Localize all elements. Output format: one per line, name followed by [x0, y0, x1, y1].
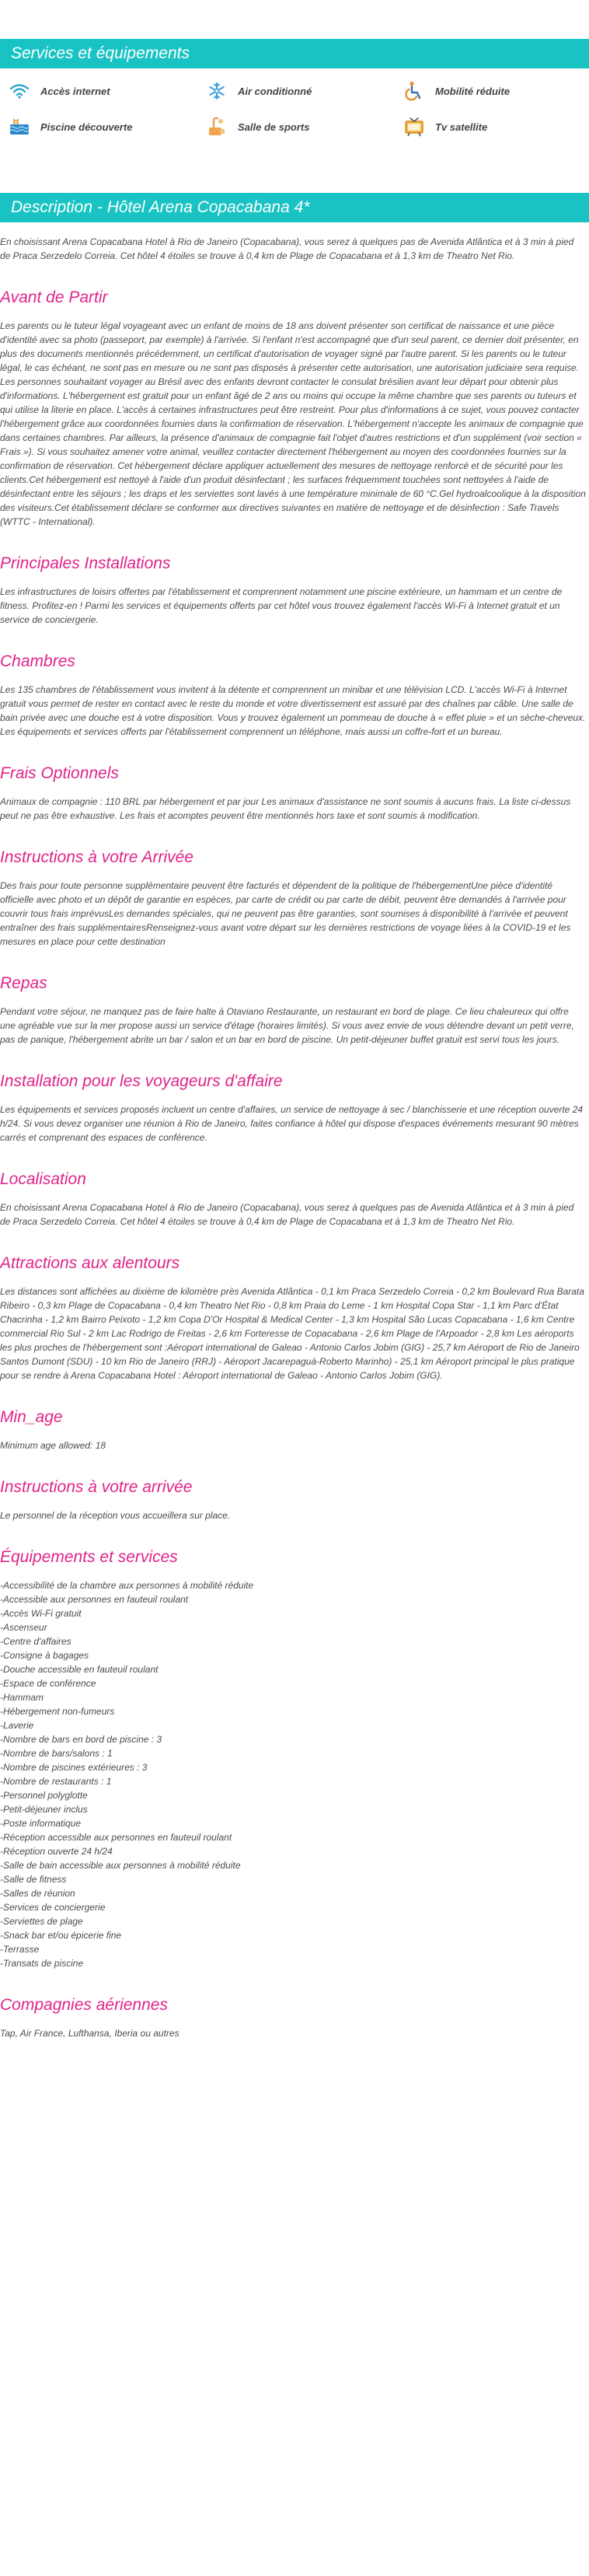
list-item: -Salle de bain accessible aux personnes à mobilité réduite — [0, 1860, 241, 1871]
list-item: -Personnel polyglotte — [0, 1790, 88, 1801]
list-item: -Nombre de bars/salons : 1 — [0, 1748, 113, 1759]
section-title-arrival-reception: Instructions à votre arrivée — [0, 1478, 193, 1496]
section-text-rooms: Les 135 chambres de l'établissement vous invitent à la détente et comprennent un minibar et une télévision LCD. L'accès Wi-Fi à Internet gratuit vous permet de rester en contact avec le reste du monde et votre divertissement est assuré par des chaînes par câble. Une salle de bain privée avec une douche est à votre disposition. Vous y trouvez également un pommeau de douche à « effet pluie » et un sèche-cheveux. Les équipements et services offerts par l'établissement comprennent un téléphone, mais aussi un coffre-fort et un bureau. — [0, 684, 586, 737]
list-item: -Espace de conférence — [0, 1678, 96, 1689]
section-title-business: Installation pour les voyageurs d'affaire — [0, 1072, 283, 1090]
list-item: -Petit-déjeuner inclus — [0, 1804, 88, 1815]
facility-tv — [403, 117, 589, 137]
list-item: -Services de conciergerie — [0, 1902, 106, 1913]
section-text-before-departure: Les parents ou le tuteur légal voyageant avec un enfant de moins de 18 ans doivent présenter son certificat de naissance et une pièce d'identité avec sa photo (passeport, par exemple) à l'arrivée. Si l'enfant n'est accompagné que d'un seul parent, ce dernier doit présenter, en plus des documents mentionnés précédemment, un certificat d'autorisation de voyager signé par l'autre parent. Si les parents ou le tuteur légal, le cas échéant, ne sont pas en mesure ou ne sont pas disposés à présenter cette autorisation, une autorisation judiciaire sera requise. Les personnes souhaitant voyager au Brésil avec des enfants devront contacter le consulat brésilien avant leur départ pour obtenir plus d'informations. L'hébergement est gratuit pour un enfant âgé de 2 ans ou moins qui occupe la même chambre que ses parents ou tuteurs et qui utilise la literie en place. L'accès à certaines infrastructures peut être restreint. Pour plus d'informations à ce sujet, vous pouvez contacter l'hébergement grâce aux coordonnées fournies dans la confirmation de réservation. L'hébergement n'accepte les animaux de compagnie que dans certaines chambres. Par ailleurs, la présence d'animaux de compagnie fait l'objet d'autres restrictions et d'un supplément (voir section « Frais »). Si vous souhaitez amener votre animal, veuillez contacter directement l'hébergement au moyen des coordonnées fournies sur la confirmation de réservation. Cet hébergement déclare appliquer actuellement des mesures de nettoyage renforcé et de sécurité pour les clients.Cet hébergement est nettoyé à l'aide d'un produit désinfectant ; les surfaces fréquemment touchées sont nettoyées à l'aide de désinfectant entre les séjours ; les draps et les serviettes sont lavés à une température minimale de 60 °C.Gel hydroalcoolique à la disposition des visiteurs.Cet établissement déclare se conformer aux directives suivantes en matière de nettoyage et de désinfection : Safe Travels (WTTC - International). — [0, 320, 586, 527]
list-item: -Transats de piscine — [0, 1958, 84, 1969]
list-item: -Réception accessible aux personnes en fauteuil roulant — [0, 1832, 232, 1843]
facility-label: Salle de sports — [238, 121, 310, 133]
description-header: Description - Hôtel Arena Copacabana 4* — [0, 193, 589, 222]
facility-label: Accès internet — [40, 85, 110, 97]
list-item: -Accessibilité de la chambre aux personnes à mobilité réduite — [0, 1580, 254, 1591]
section-title-arrival-instructions: Instructions à votre Arrivée — [0, 848, 193, 866]
facility-internet — [8, 81, 205, 101]
list-item: -Poste informatique — [0, 1818, 82, 1829]
section-title-meals: Repas — [0, 974, 47, 992]
gym-icon — [205, 117, 228, 137]
list-item: -Nombre de piscines extérieures : 3 — [0, 1762, 148, 1773]
list-item: -Nombre de bars en bord de piscine : 3 — [0, 1734, 162, 1745]
section-text-optional-fees: Animaux de compagnie : 110 BRL par hébergement et par jour Les animaux d'assistance ne sont soumis à aucuns frais. La liste ci-dessus peut ne pas être exhaustive. Les frais et acomptes peuvent être mentionnés hors taxe et sont soumis à modification. — [0, 796, 571, 821]
list-item: -Snack bar et/ou épicerie fine — [0, 1930, 122, 1941]
list-item: -Laverie — [0, 1720, 34, 1731]
facility-aircon — [205, 81, 403, 101]
list-item: -Accessible aux personnes en fauteuil roulant — [0, 1594, 189, 1605]
section-text-min-age: Minimum age allowed: 18 — [0, 1440, 106, 1451]
section-title-min-age: Min_age — [0, 1408, 63, 1426]
facilities-grid — [0, 81, 589, 137]
list-item: -Hammam — [0, 1692, 44, 1703]
list-item: -Accès Wi-Fi gratuit — [0, 1608, 82, 1619]
facility-label: Piscine découverte — [40, 121, 133, 133]
section-text-arrival-instructions: Des frais pour toute personne supplémentaire peuvent être facturés et dépendent de la politique de l'hébergementUne pièce d'identité officielle avec photo et un dépôt de garantie en espèces, par carte de crédit ou par carte de débit, peuvent être demandés à l'arrivée pour couvrir tous frais imprévusLes demandes spéciales, qui ne peuvent pas être garanties, sont soumises à disponibilité à l'arrivée et peuvent entraîner des frais supplémentairesRenseignez-vous avant votre départ sur les dernières restrictions de voyage liées à la COVID-19 et les mesures en place pour cette destination — [0, 880, 571, 947]
section-text-airlines: Tap, Air France, Lufthansa, Iberia ou autres — [0, 2028, 179, 2039]
section-text-attractions: Les distances sont affichées au dixième de kilomètre près Avenida Atlântica - 0,1 km Praca Serzedelo Correia - 0,2 km Boulevard Rua Barata Ribeiro - 0,3 km Plage de Copacabana - 0,4 km Theatro Net Rio - 0,8 km Praia do Leme - 1 km Hospital Copa Star - 1,1 km Parc d'État Chacrinha - 1,2 km Bairro Peixoto - 1,2 km Copa D'Or Hospital & Medical Center - 1,3 km Hospital São Lucas Copacabana - 1,6 km Centre commercial Rio Sul - 2 km Lac Rodrigo de Freitas - 2,6 km Forteresse de Copacabana - 2,6 km Plage de l'Arpoador - 2,8 km Les aéroports les plus proches de l'hébergement sont :Aéroport international de Galeao - Antonio Carlos Jobim (GIG) - 25,7 km Aéroport de Rio de Janeiro Santos Dumont (SDU) - 10 km Rio de Janeiro (RRJ) - Aéroport Jacarepaguá-Roberto Marinho) - 25,1 km Aéroport principal le plus pratique pour se rendre à Arena Copacabana Hotel : Aéroport international de Galeao - Antonio Carlos Jobim (GIG). — [0, 1286, 584, 1381]
section-title-equipments: Équipements et services — [0, 1548, 178, 1566]
list-item: -Terrasse — [0, 1944, 40, 1955]
section-text-business: Les équipements et services proposés incluent un centre d'affaires, un service de nettoyage à sec / blanchisserie et une réception ouverte 24 h/24. Si vous devez organiser une réunion à Rio de Janeiro, faites confiance à hôtel qui dispose d'espaces événements mesurant 90 mètres carrés et comprenant des espaces de conférence. — [0, 1104, 584, 1143]
list-item: -Centre d'affaires — [0, 1636, 71, 1647]
section-title-location: Localisation — [0, 1170, 86, 1188]
list-item: -Consigne à bagages — [0, 1650, 89, 1661]
section-text-arrival-reception: Le personnel de la réception vous accueillera sur place. — [0, 1510, 231, 1521]
description-intro: En choisissant Arena Copacabana Hotel à Rio de Janeiro (Copacabana), vous serez à quelques pas de Avenida Atlântica et à 3 min à pied de Praca Serzedelo Correia. Cet hôtel 4 étoiles se trouve à 0,4 km de Plage de Copacabana et à 1,3 km de Theatro Net Rio. — [0, 236, 574, 261]
section-title-main-facilities: Principales Installations — [0, 554, 171, 572]
section-text-meals: Pendant votre séjour, ne manquez pas de faire halte à Otaviano Restaurante, un restaurant en bord de plage. Ce lieu chaleureux qui offre une agréable vue sur la mer propose aussi un service d'étage (horaires limités). Si vous avez envie de vous détendre devant un petit verre, pas de panique, l'hébergement abrite un bar / salon et un bar en bord de piscine. Un petit-déjeuner buffet gratuit est servi tous les jours. — [0, 1006, 574, 1045]
facility-pool — [8, 117, 205, 137]
section-title-airlines: Compagnies aériennes — [0, 1996, 168, 2014]
equipment-list — [0, 1578, 589, 1970]
list-item: -Réception ouverte 24 h/24 — [0, 1846, 113, 1857]
services-header: Services et équipements — [0, 39, 589, 68]
section-title-rooms: Chambres — [0, 652, 75, 670]
list-item: -Nombre de restaurants : 1 — [0, 1776, 112, 1787]
facility-label: Tv satellite — [435, 121, 488, 133]
section-text-main-facilities: Les infrastructures de loisirs offertes par l'établissement et comprennent notamment une piscine extérieure, un hammam et un centre de fitness. Profitez-en ! Parmi les services et équipements offerts par cet hôtel vous trouvez également l'accès Wi-Fi à Internet gratuit et un service de conciergerie. — [0, 586, 563, 625]
list-item: -Douche accessible en fauteuil roulant — [0, 1664, 159, 1675]
facility-label: Mobilité réduite — [435, 85, 511, 97]
section-title-optional-fees: Frais Optionnels — [0, 764, 119, 782]
list-item: -Hébergement non-fumeurs — [0, 1706, 115, 1717]
satellite-tv-icon — [403, 117, 426, 137]
facility-mobility — [403, 81, 589, 101]
facility-label: Air conditionné — [238, 85, 312, 97]
section-text-location: En choisissant Arena Copacabana Hotel à Rio de Janeiro (Copacabana), vous serez à quelques pas de Avenida Atlântica et à 3 min à pied de Praca Serzedelo Correia. Cet hôtel 4 étoiles se trouve à 0,4 km de Plage de Copacabana et à 1,3 km de Theatro Net Rio. — [0, 1202, 574, 1227]
wheelchair-icon — [403, 81, 426, 101]
list-item: -Salles de réunion — [0, 1888, 75, 1899]
list-item: -Salle de fitness — [0, 1874, 67, 1885]
section-title-before-departure: Avant de Partir — [0, 288, 108, 306]
list-item: -Ascenseur — [0, 1622, 47, 1633]
hotel-page — [0, 39, 589, 2056]
section-title-attractions: Attractions aux alentours — [0, 1254, 180, 1272]
wifi-icon — [8, 81, 31, 101]
list-item: -Serviettes de plage — [0, 1916, 83, 1927]
facility-gym — [205, 117, 403, 137]
pool-icon — [8, 117, 31, 137]
snowflake-icon — [205, 81, 228, 101]
